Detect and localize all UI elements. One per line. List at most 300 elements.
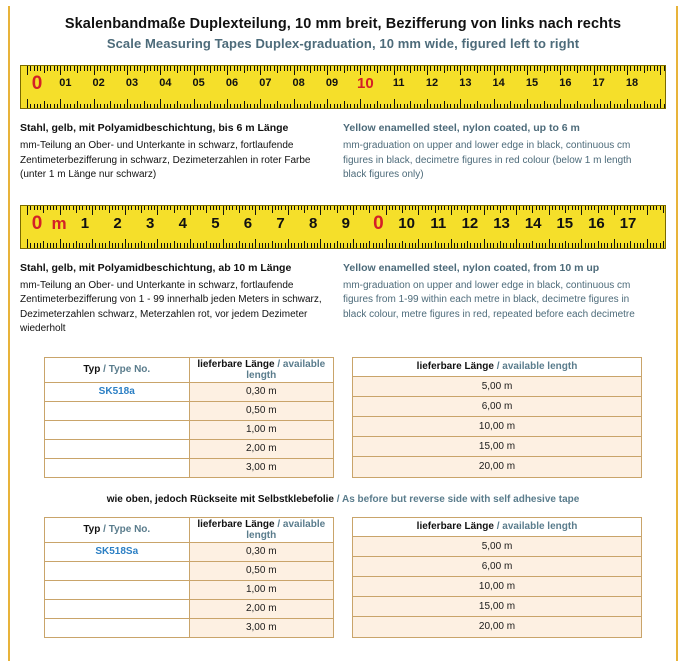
- length-cell: 1,00 m: [189, 420, 334, 439]
- tape-tick: [344, 66, 345, 73]
- tape-tick: [620, 104, 621, 109]
- tape-tick: [451, 239, 452, 248]
- tape-tick: [650, 104, 651, 109]
- tape-tick: [386, 206, 387, 215]
- tape-tick: [357, 66, 358, 71]
- tape-tick: [545, 243, 546, 248]
- tape-tick: [252, 206, 253, 211]
- tape-tick: [447, 66, 448, 71]
- tape-tick: [526, 206, 527, 211]
- tape-tick: [30, 206, 31, 211]
- tape-tick: [494, 66, 495, 75]
- tape-tick: [520, 66, 521, 71]
- tape2-number-17: 17: [619, 214, 637, 232]
- tape-tick: [585, 206, 586, 211]
- tape2-number-16: 16: [588, 214, 605, 232]
- tape-tick: [363, 243, 364, 248]
- tape-tick: [154, 66, 155, 71]
- tape-tick: [514, 104, 515, 109]
- tape-tick: [503, 243, 504, 248]
- header-type-de-2: Typ: [83, 524, 101, 535]
- tape-tick: [547, 104, 548, 109]
- tape-tick: [474, 66, 475, 71]
- tape-tick: [480, 206, 481, 211]
- empty-cell: [45, 420, 190, 439]
- tape-tick: [405, 243, 406, 248]
- tape-tick: [197, 206, 198, 211]
- tape-tick: [374, 104, 375, 109]
- description-german-2: [20, 262, 343, 337]
- tape-tick: [420, 66, 421, 71]
- tape-tick: [377, 66, 378, 73]
- tape-tick: [67, 66, 68, 71]
- tape-tick: [379, 243, 380, 248]
- tape-tick: [122, 243, 123, 248]
- tape-tick: [50, 66, 51, 71]
- tape-tick: [510, 101, 511, 108]
- tape-tick: [517, 66, 518, 71]
- tape-tick: [105, 243, 106, 248]
- tape1-zero: 0: [31, 73, 43, 94]
- tape-tick: [287, 66, 288, 71]
- tape-tick: [337, 66, 338, 71]
- tape-tick: [330, 66, 331, 71]
- tape-tick: [167, 243, 168, 248]
- tape-tick: [464, 243, 465, 248]
- tape-tick: [654, 104, 655, 109]
- tape-tick: [54, 66, 55, 71]
- tape-tick: [281, 243, 282, 248]
- tape-tick: [490, 243, 491, 248]
- tape-tick: [287, 104, 288, 109]
- table-row: [45, 618, 334, 637]
- tape-tick: [242, 243, 243, 248]
- tape-tick: [650, 206, 651, 211]
- tape-tick: [627, 243, 628, 248]
- empty-cell: [45, 458, 190, 477]
- tape-tick: [464, 206, 465, 211]
- tape-tick: [255, 239, 256, 248]
- tape-tick: [184, 104, 185, 109]
- tape-tick: [464, 66, 465, 71]
- tape-tick: [637, 104, 638, 109]
- tape-tick: [210, 206, 211, 211]
- tape-tick: [410, 101, 411, 108]
- tape-tick: [95, 243, 96, 248]
- tape-tick: [217, 104, 218, 109]
- tape-tick: [27, 99, 28, 108]
- tape-tick: [180, 243, 181, 248]
- tape-tick: [164, 66, 165, 71]
- tape-tick: [216, 243, 217, 248]
- tape-tick: [470, 206, 471, 211]
- tape-tick: [663, 206, 664, 213]
- tape-tick: [598, 241, 599, 248]
- tape-tick: [594, 243, 595, 248]
- tape-tick: [568, 206, 569, 211]
- header-length-2: [189, 517, 334, 542]
- tape-tick: [584, 104, 585, 109]
- tape-tick: [557, 104, 558, 109]
- tape-tick: [337, 206, 338, 213]
- tape-tick: [187, 66, 188, 71]
- tape-tick: [262, 206, 263, 211]
- tape-tick: [47, 104, 48, 109]
- tape-tick: [454, 243, 455, 248]
- tape1-number-03: 03: [125, 77, 139, 89]
- tape-tick: [523, 243, 524, 248]
- tape2-number-11: 11: [430, 214, 447, 232]
- tape-tick: [399, 243, 400, 248]
- tape-tick: [644, 66, 645, 73]
- tape-tick: [382, 243, 383, 248]
- tape-tick: [170, 206, 171, 211]
- tape-tick: [524, 66, 525, 71]
- tape-tick: [330, 104, 331, 109]
- tape-tick: [237, 104, 238, 109]
- tape-tick: [600, 66, 601, 71]
- tape-tick: [444, 206, 445, 211]
- tape-tick: [493, 206, 494, 211]
- tape-tick: [86, 206, 87, 211]
- tape-tick: [516, 239, 517, 248]
- tape-tick: [454, 66, 455, 71]
- tape-tick: [555, 243, 556, 248]
- tape-tick: [157, 104, 158, 109]
- tape-tick: [76, 206, 77, 213]
- tape-tick: [630, 104, 631, 109]
- tape-tick: [480, 66, 481, 71]
- tape-tick: [130, 66, 131, 71]
- tape-tick: [40, 243, 41, 248]
- tape-tick: [177, 206, 178, 211]
- tape-tick: [112, 206, 113, 211]
- tape-tick: [575, 206, 576, 211]
- tape-tick: [232, 243, 233, 248]
- tape-tick: [140, 104, 141, 109]
- tape-tick: [467, 241, 468, 248]
- spec-table-2-right: [352, 517, 642, 638]
- tape1-number-08: 08: [292, 77, 305, 89]
- table-row: [45, 420, 334, 439]
- tape-tick: [47, 66, 48, 71]
- tape-tick: [520, 104, 521, 109]
- tape-tick: [617, 243, 618, 248]
- tape-tick: [264, 66, 265, 71]
- tape-tick: [317, 243, 318, 248]
- tape-tick: [384, 66, 385, 71]
- tape-tick: [257, 66, 258, 71]
- tape-tick: [454, 206, 455, 211]
- tape-tick: [247, 104, 248, 109]
- tape-tick: [647, 206, 648, 215]
- tape-tick: [307, 66, 308, 71]
- tape-tick: [89, 206, 90, 211]
- tape-tick: [377, 101, 378, 108]
- header-length-en-2: available length: [246, 518, 326, 541]
- tape-tick: [137, 66, 138, 71]
- tape-tick: [220, 104, 221, 109]
- tape-tick: [297, 104, 298, 109]
- tape-tick: [474, 206, 475, 211]
- tape-tick: [587, 104, 588, 109]
- tape-tick: [53, 243, 54, 248]
- length-cell: 10,00 m: [353, 576, 642, 596]
- tape-tick: [210, 101, 211, 108]
- table-row: [353, 416, 642, 436]
- tape-tick: [357, 104, 358, 109]
- tape-tick: [554, 66, 555, 71]
- tape-tick: [514, 66, 515, 71]
- tape-tick: [614, 206, 615, 215]
- tape-tick: [477, 206, 478, 211]
- tape-tick: [568, 243, 569, 248]
- header-length-de-2: lieferbare Länge: [197, 518, 275, 530]
- spec-table-1-right-body: [353, 376, 642, 477]
- tape-tick: [50, 206, 51, 211]
- tape-tick: [395, 206, 396, 211]
- tape-tick: [230, 66, 231, 71]
- tape-tick: [250, 104, 251, 109]
- tape-tick: [440, 66, 441, 71]
- tape-tick: [324, 66, 325, 71]
- tape-tick: [210, 66, 211, 73]
- tape-tick: [570, 104, 571, 109]
- tape-tick: [604, 104, 605, 109]
- tape-tick: [84, 66, 85, 71]
- tape-tick: [174, 104, 175, 109]
- tape-tick: [484, 239, 485, 248]
- tape-tick: [544, 66, 545, 73]
- tape-tick: [94, 99, 95, 108]
- tape-tick: [257, 104, 258, 109]
- tape-tick: [239, 241, 240, 248]
- tape-tick: [660, 206, 661, 211]
- tape-tick: [297, 66, 298, 71]
- tape-tick: [643, 243, 644, 248]
- tape-tick: [27, 239, 28, 248]
- tape-tick: [327, 243, 328, 248]
- tape-tick: [200, 104, 201, 109]
- spec-table-2: [20, 517, 666, 638]
- tape-tick: [451, 206, 452, 215]
- tape-tick: [369, 241, 370, 248]
- tape-tick: [409, 243, 410, 248]
- tape-tick: [151, 243, 152, 248]
- tape-tick: [236, 243, 237, 248]
- tape-tick: [294, 243, 295, 248]
- tape-tick: [34, 66, 35, 71]
- tape-tick: [534, 104, 535, 109]
- tape-tick: [660, 243, 661, 248]
- tape-tick: [374, 66, 375, 71]
- tape-tick: [89, 243, 90, 248]
- tape-tick: [344, 101, 345, 108]
- tape-tick: [390, 66, 391, 71]
- tape-tick: [74, 66, 75, 71]
- tape-tick: [118, 243, 119, 248]
- tape-tick: [614, 104, 615, 109]
- tape-tick: [544, 101, 545, 108]
- tape-tick: [650, 243, 651, 248]
- tape-tick: [653, 243, 654, 248]
- tape-tick: [523, 206, 524, 211]
- header-type-de-1: Typ: [83, 364, 101, 375]
- tape-tick: [350, 243, 351, 248]
- tape-tick: [532, 241, 533, 248]
- tape-tick: [464, 104, 465, 109]
- tape-tick: [204, 104, 205, 109]
- tape1-number-04: 04: [159, 77, 172, 89]
- tape-tick: [594, 66, 595, 75]
- length-cell: 20,00 m: [353, 457, 642, 477]
- tape-tick: [154, 243, 155, 248]
- table-header-row: [353, 517, 642, 536]
- tape-tick: [138, 206, 139, 211]
- tape-tick: [647, 66, 648, 71]
- tape-tick: [307, 243, 308, 248]
- tape2-zero: 0: [31, 212, 43, 234]
- tape-tick: [320, 206, 321, 215]
- tape-tick: [457, 243, 458, 248]
- tape-tick: [574, 66, 575, 71]
- tape1-number-06: 06: [225, 77, 239, 89]
- tape-tick: [317, 206, 318, 211]
- tape-tick: [280, 104, 281, 109]
- tape-tick: [578, 206, 579, 211]
- header-type-1: [45, 357, 190, 382]
- tape-tick: [285, 243, 286, 248]
- table-row: [45, 382, 334, 401]
- tape-tick: [141, 241, 142, 248]
- tape-tick: [259, 206, 260, 211]
- tape-tick: [607, 66, 608, 71]
- tape-tick: [317, 66, 318, 71]
- tape-tick: [560, 66, 561, 75]
- tape-tick: [92, 239, 93, 248]
- tape2-number-5: 5: [211, 214, 220, 232]
- tape-tick: [565, 206, 566, 213]
- tape-tick: [614, 239, 615, 248]
- tape-tick: [87, 104, 88, 109]
- tape-tick: [588, 243, 589, 248]
- tape-tick: [310, 66, 311, 73]
- tape-tick: [334, 104, 335, 109]
- tape-tick: [144, 101, 145, 108]
- tape-tick: [427, 66, 428, 75]
- tape-tick: [92, 206, 93, 215]
- tape-tick: [291, 206, 292, 211]
- tape-tick: [356, 243, 357, 248]
- tape-tick: [174, 206, 175, 213]
- tape-tick: [294, 99, 295, 108]
- tape2-number-13: 13: [493, 214, 510, 232]
- tape-tick: [580, 104, 581, 109]
- tape-tick: [380, 104, 381, 109]
- table-row: [353, 457, 642, 477]
- tape-tick: [304, 206, 305, 213]
- tape-tick: [438, 206, 439, 211]
- tape-tick: [640, 66, 641, 71]
- header-length-2b: [353, 517, 642, 536]
- tape-tick: [90, 66, 91, 71]
- tape-tick: [590, 104, 591, 109]
- tape-tick: [438, 243, 439, 248]
- tape-tick: [278, 243, 279, 248]
- tape1-number-17: 17: [592, 77, 605, 89]
- tape-tick: [555, 206, 556, 211]
- tape-tick: [274, 104, 275, 109]
- tape-tick: [392, 243, 393, 248]
- tape-tick: [470, 104, 471, 109]
- tape-tick: [265, 243, 266, 248]
- tape-tick: [637, 66, 638, 71]
- spec-table-2-left-body: [45, 542, 334, 637]
- tape-tick: [454, 104, 455, 109]
- tape-tick: [572, 206, 573, 211]
- tape-tick: [298, 206, 299, 211]
- table-row: [45, 542, 334, 561]
- tape-tick: [125, 206, 126, 215]
- tape-tick: [601, 243, 602, 248]
- tape-tick: [500, 66, 501, 71]
- tape-tick: [547, 66, 548, 71]
- table-row: [353, 617, 642, 637]
- tape-tick: [150, 104, 151, 109]
- tape-tick: [643, 206, 644, 211]
- header-type-en-2: Type No.: [108, 524, 151, 535]
- tape-tick: [200, 243, 201, 248]
- tape-tick: [663, 241, 664, 248]
- tape-tick: [144, 66, 145, 73]
- tape-tick: [532, 206, 533, 213]
- tape-tick: [275, 206, 276, 211]
- tape-tick: [581, 239, 582, 248]
- tape-tick: [227, 66, 228, 75]
- tape-tick: [314, 243, 315, 248]
- tape-tick: [504, 66, 505, 71]
- tape-tick: [97, 104, 98, 109]
- tape-tick: [360, 99, 361, 108]
- tape-tick: [539, 206, 540, 211]
- tape-tick: [70, 104, 71, 109]
- tape-tick: [435, 206, 436, 213]
- header-length-en-1: available length: [246, 358, 326, 381]
- length-cell: 2,00 m: [189, 599, 334, 618]
- tape-tick: [611, 243, 612, 248]
- adhesive-note-en: As before but reverse side with self adhesive tape: [341, 493, 580, 505]
- tape-tick: [79, 243, 80, 248]
- tape-tick: [210, 243, 211, 248]
- length-cell: 5,00 m: [353, 376, 642, 396]
- tape-tick: [404, 66, 405, 71]
- tape-tick: [467, 66, 468, 71]
- tape-tick: [604, 66, 605, 71]
- tape-tick: [174, 241, 175, 248]
- length-cell: 10,00 m: [353, 416, 642, 436]
- tape-tick: [184, 206, 185, 211]
- tape-tick: [40, 104, 41, 109]
- tape-tick: [624, 243, 625, 248]
- tape-tick: [128, 243, 129, 248]
- table-row: [353, 536, 642, 556]
- tape-tick: [457, 206, 458, 211]
- tape-tick: [519, 206, 520, 211]
- tape-tick: [294, 66, 295, 75]
- tape-tick: [304, 66, 305, 71]
- tape-tick: [252, 243, 253, 248]
- header-length-de-1b: lieferbare Länge: [416, 361, 494, 372]
